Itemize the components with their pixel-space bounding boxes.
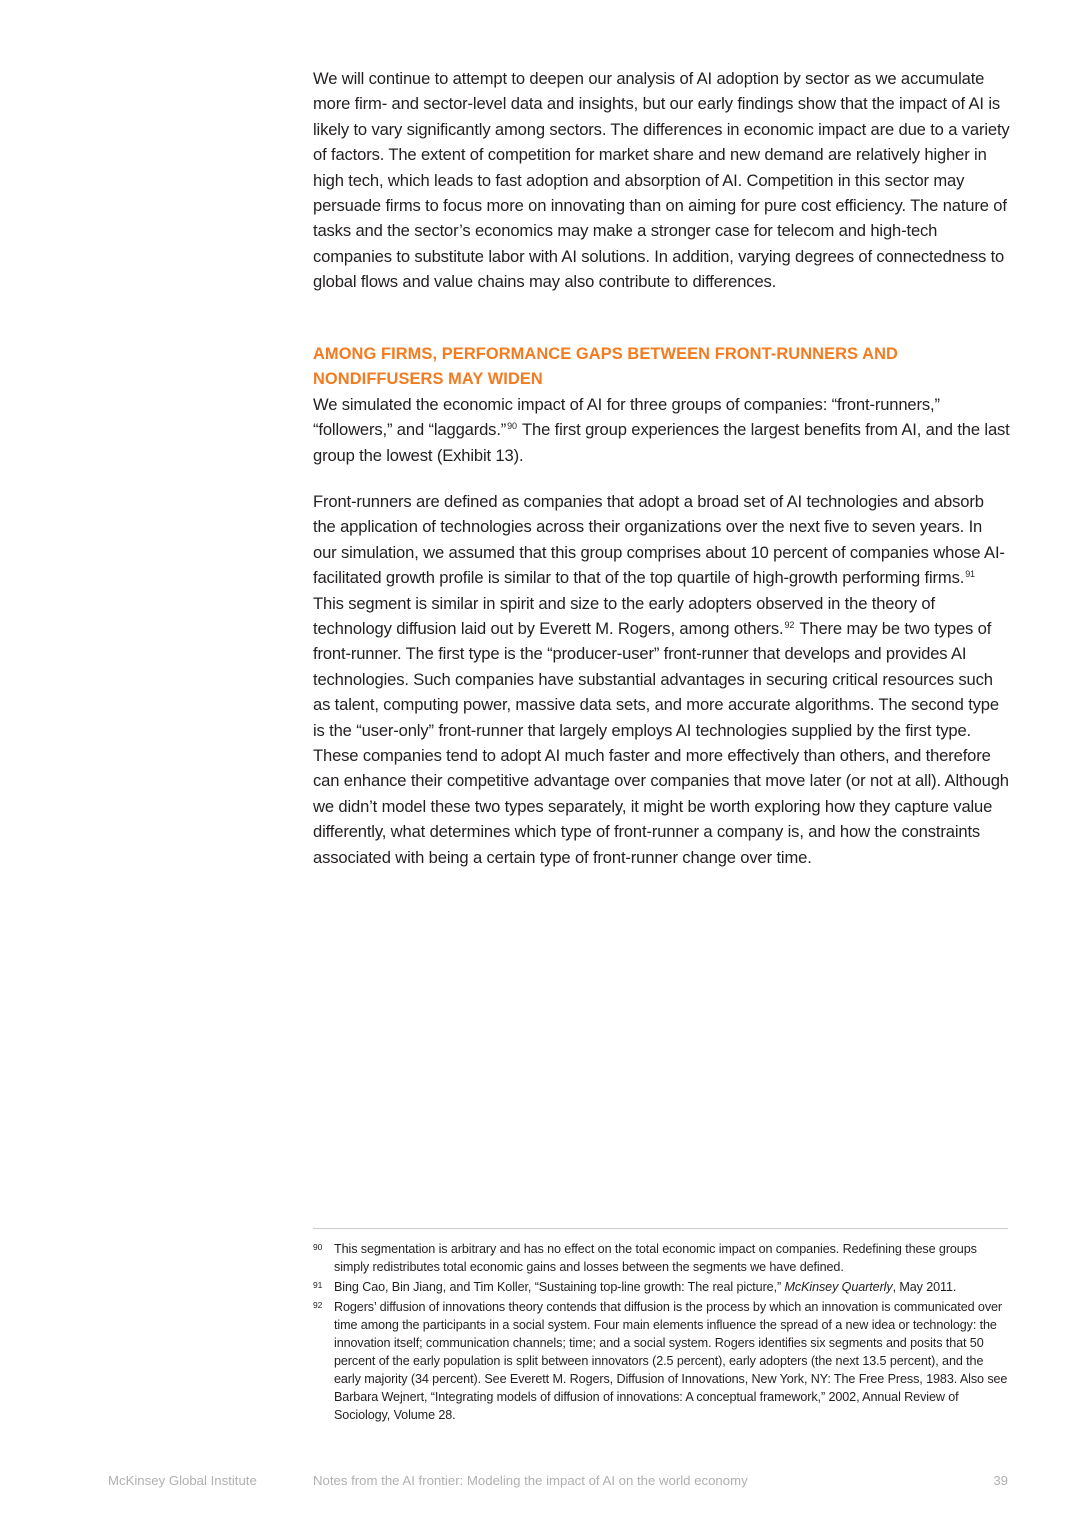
footnote-ref-92[interactable]: 92 (784, 619, 795, 630)
footnote-text: , May 2011. (892, 1280, 957, 1294)
body-paragraph-1: We will continue to attempt to deepen our analysis of AI adoption by sector as we accumulate more firm- and sector-level data and insights, but our early findings show that the impact of AI is likely to vary significantly among sectors. The differences in economic impact are due to a variety of factors. The extent of competition for market share and new demand are relatively higher in high tech, which leads to fast adoption and absorption of AI. Competition in this sector may persuade firms to focus more on innovating than on aiming for pure cost efficiency. The nature of tasks and the sector’s economics may make a stronger case for telecom and high-tech companies to substitute labor with AI solutions. In addition, varying degrees of connectedness to global flows and value chains may also contribute to differences. (313, 69, 1010, 292)
footnote-ref-91[interactable]: 91 (965, 568, 975, 579)
footnote-text: Bing Cao, Bin Jiang, and Tim Koller, “Sustaining top-line growth: The real picture,” (334, 1280, 785, 1294)
paragraph-text: There may be two types of front-runner. The first type is the “producer-user” front-runner that develops and provides AI technologies. Such companies have substantial advantages in securing critical resources such as talent, computing power, massive data sets, and more accurate algorithms. The second type is the “user-only” front-runner that largely employs AI technologies supplied by the first type. These companies tend to adopt AI much faster and more effectively than others, and therefore can enhance their competitive advantage over companies that move later (or not at all). Although we didn’t model these two types separately, it might be worth exploring how they capture value differently, what determines which type of front-runner a company is, and how the constraints associated with being a certain type of front-runner change over time. (313, 619, 1009, 867)
footnote-number: 91 (313, 1280, 323, 1290)
footnote-90 (313, 1240, 1010, 1276)
footnote-92 (313, 1298, 1010, 1424)
paragraph-text: The first group experiences the largest benefits from AI, and the last group the lowest (Exhibit 13). (313, 420, 1010, 465)
footnote-91 (313, 1278, 1010, 1296)
footer-report-title: Notes from the AI frontier: Modeling the impact of AI on the world economy (313, 1473, 748, 1488)
paragraph-text: Front-runners are defined as companies that adopt a broad set of AI technologies and absorb the application of technologies across their organizations over the next five to seven years. In our simulation, we assumed that this group comprises about 10 percent of companies whose AI-facilitated growth profile is similar to that of the top quartile of high-growth performing firms. (313, 492, 1005, 588)
body-paragraph-2 (313, 392, 1010, 468)
footnote-text: Rogers’ diffusion of innovations theory contends that diffusion is the process by which an innovation is communicated over time among the participants in a social system. Four main elements influence the spread of a new idea or technology: the innovation itself; communication channels; time; and a social system. Rogers identifies six segments and posits that 50 percent of the early population is split between innovators (2.5 percent), early adopters (the next 13.5 percent), and the early majority (34 percent). See Everett M. Rogers, Diffusion of Innovations, New York, NY: The Free Press, 1983. Also see Barbara Wejnert, “Integrating models of diffusion of innovations: A conceptual framework,” 2002, Annual Review of Sociology, Volume 28. (334, 1300, 1008, 1422)
footer-publisher: McKinsey Global Institute (108, 1473, 257, 1488)
footnote-number: 90 (313, 1242, 323, 1252)
footnote-ref-90[interactable]: 90 (507, 420, 517, 431)
footnote-number: 92 (313, 1300, 323, 1310)
footnotes (313, 1240, 1010, 1426)
footnote-citation-title: McKinsey Quarterly (784, 1280, 893, 1294)
section-heading: AMONG FIRMS, PERFORMANCE GAPS BETWEEN FRONT-RUNNERS AND NONDIFFUSERS MAY WIDEN (313, 345, 898, 388)
page-number: 39 (993, 1473, 1008, 1488)
body-paragraph-3 (313, 489, 1010, 870)
footnote-divider (313, 1228, 1008, 1229)
paragraph-text: We simulated the economic impact of AI for three groups of companies: “front-runners,” “followers,” and “laggards.” (313, 395, 940, 440)
footnote-text: This segmentation is arbitrary and has no effect on the total economic impact on companies. Redefining these groups simply redistributes total economic gains and losses between the segments we have defined. (334, 1242, 977, 1274)
paragraph-text: This segment is similar in spirit and size to the early adopters observed in the theory of technology diffusion laid out by Everett M. Rogers, among others. (313, 593, 935, 639)
